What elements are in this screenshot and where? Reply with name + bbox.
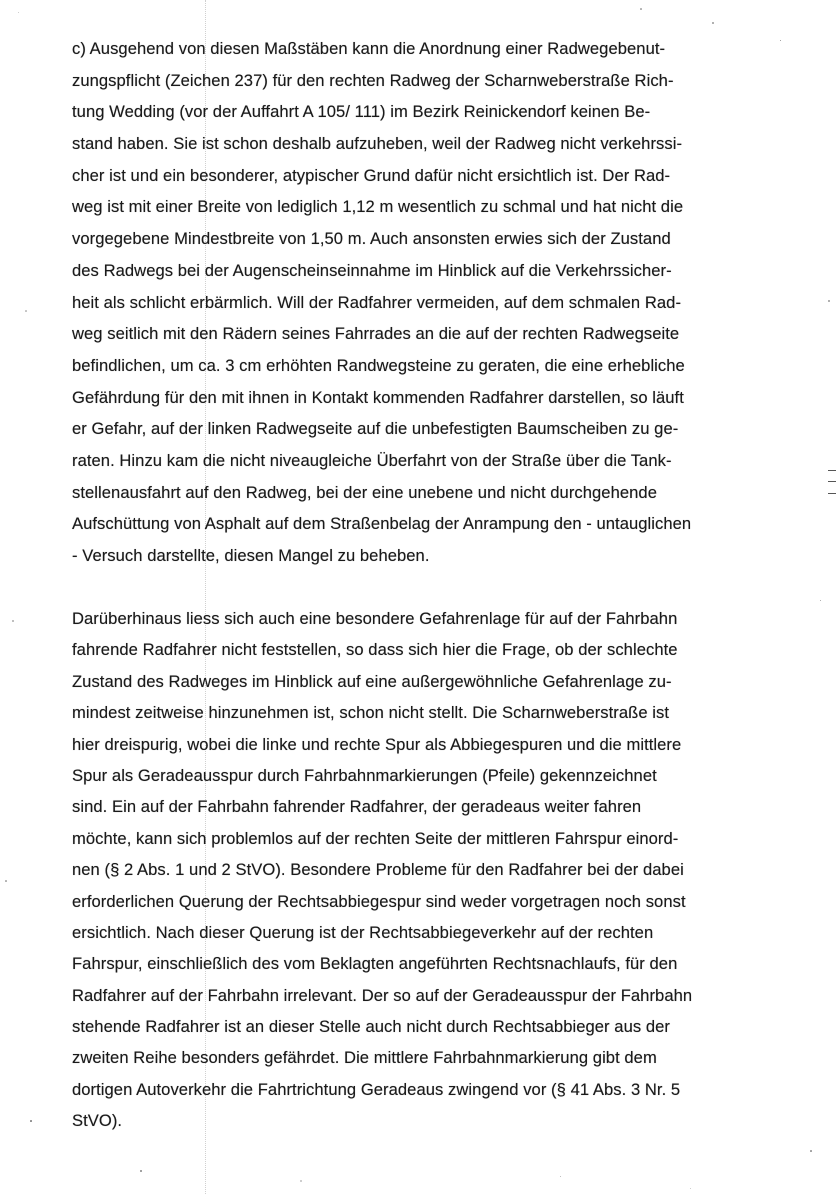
scan-speck (25, 310, 27, 312)
text-line: Gefährdung für den mit ihnen in Kontakt kommenden Radfahrer darstellen, so läuft (72, 387, 684, 407)
text-line: dortigen Autoverkehr die Fahrtrichtung Geradeaus zwingend vor (§ 41 Abs. 3 Nr. 5 (72, 1079, 681, 1099)
scan-speck (820, 600, 821, 601)
text-line: weg seitlich mit den Rädern seines Fahrrades an die auf der rechten Radwegseite (72, 324, 680, 344)
text-line: nen (§ 2 Abs. 1 und 2 StVO). Besondere Probleme für den Radfahrer bei der dabei (72, 860, 684, 880)
scan-speck (640, 8, 642, 10)
text-line: raten. Hinzu kam die nicht niveaugleiche Überfahrt von der Straße über die Tank- (72, 450, 672, 470)
scan-speck (560, 1176, 561, 1177)
text-line: heit als schlicht erbärmlich. Will der Radfahrer vermeiden, auf dem schmalen Rad- (72, 292, 682, 312)
text-line: Aufschüttung von Asphalt auf dem Straßenbelag der Anrampung den - untauglichen (72, 514, 692, 534)
scan-edge-mark (828, 470, 836, 494)
text-line: stellenausfahrt auf den Radweg, bei der eine unebene und nicht durchgehende (72, 482, 657, 502)
scan-speck (780, 40, 781, 41)
text-line: Spur als Geradeausspur durch Fahrbahnmarkierungen (Pfeile) gekennzeichnet (72, 765, 657, 785)
text-line: möchte, kann sich problemlos auf der rechten Seite der mittleren Fahrspur einord- (72, 828, 679, 848)
text-line: tung Wedding (vor der Auffahrt A 105/ 111) im Bezirk Reinickendorf keinen Be- (72, 102, 651, 122)
text-line: Zustand des Radweges im Hinblick auf eine außergewöhnliche Gefahrenlage zu- (72, 671, 672, 691)
scan-speck (690, 1188, 691, 1189)
text-line: Darüberhinaus liess sich auch eine besondere Gefahrenlage für auf der Fahrbahn (72, 609, 678, 628)
text-line: des Radwegs bei der Augenscheinseinnahme im Hinblick auf die Verkehrssicher- (72, 260, 672, 280)
paragraph-gefahrenlage-fahrbahn (72, 603, 802, 1137)
text-line: fahrende Radfahrer nicht feststellen, so dass sich hier die Frage, ob der schlechte (72, 640, 678, 660)
scan-speck (12, 620, 14, 622)
text-line: c) Ausgehend von diesen Maßstäben kann die Anordnung einer Radwegebenut- (72, 39, 666, 58)
scan-speck (828, 300, 830, 302)
text-line: stehende Radfahrer ist an dieser Stelle auch nicht durch Rechtsabbieger aus der (72, 1017, 670, 1037)
scan-speck (5, 880, 7, 882)
text-line: Fahrspur, einschließlich des vom Beklagten angeführten Rechtsnachlaufs, für den (72, 954, 678, 974)
text-line: Radfahrer auf der Fahrbahn irrelevant. Der so auf der Geradeausspur der Fahrbahn (72, 985, 693, 1005)
scan-speck (140, 1170, 142, 1172)
text-line: zweiten Reihe besonders gefährdet. Die mittlere Fahrbahnmarkierung gibt dem (72, 1048, 657, 1068)
text-line: sind. Ein auf der Fahrbahn fahrender Radfahrer, der geradeaus weiter fahren (72, 797, 642, 817)
text-line: cher ist und ein besonderer, atypischer Grund dafür nicht ersichtlich ist. Der Rad- (72, 165, 671, 185)
text-line: befindlichen, um ca. 3 cm erhöhten Randwegsteine zu geraten, die eine erhebliche (72, 355, 685, 375)
text-line: stand haben. Sie ist schon deshalb aufzuheben, weil der Radweg nicht verkehrssi- (72, 134, 683, 154)
scan-speck (712, 22, 714, 24)
text-line: hier dreispurig, wobei die linke und rechte Spur als Abbiegespuren und die mittlere (72, 734, 682, 754)
text-line: zungspflicht (Zeichen 237) für den rechten Radweg der Scharnweberstraße Rich- (72, 70, 674, 90)
scan-speck (810, 1150, 812, 1152)
scan-speck (30, 1120, 32, 1122)
text-line: ersichtlich. Nach dieser Querung ist der Rechtsabbiegeverkehr auf der rechten (72, 922, 654, 942)
text-line: - Versuch darstellte, diesen Mangel zu beheben. (72, 546, 430, 565)
text-line: mindest zeitweise hinzunehmen ist, schon nicht stellt. Die Scharnweberstraße ist (72, 703, 670, 723)
scan-speck (18, 12, 19, 13)
text-line: erforderlichen Querung der Rechtsabbiegespur sind weder vorgetragen noch sonst (72, 891, 686, 911)
scan-speck (300, 1180, 302, 1182)
paragraph-c-radweg (72, 33, 802, 572)
text-line: weg ist mit einer Breite von lediglich 1,12 m wesentlich zu schmal und hat nicht die (72, 197, 684, 217)
text-line: StVO). (72, 1111, 123, 1131)
text-line: vorgegebene Mindestbreite von 1,50 m. Auch ansonsten erwies sich der Zustand (72, 229, 671, 249)
text-line: er Gefahr, auf der linken Radwegseite auf die unbefestigten Baumscheiben zu ge- (72, 419, 679, 439)
